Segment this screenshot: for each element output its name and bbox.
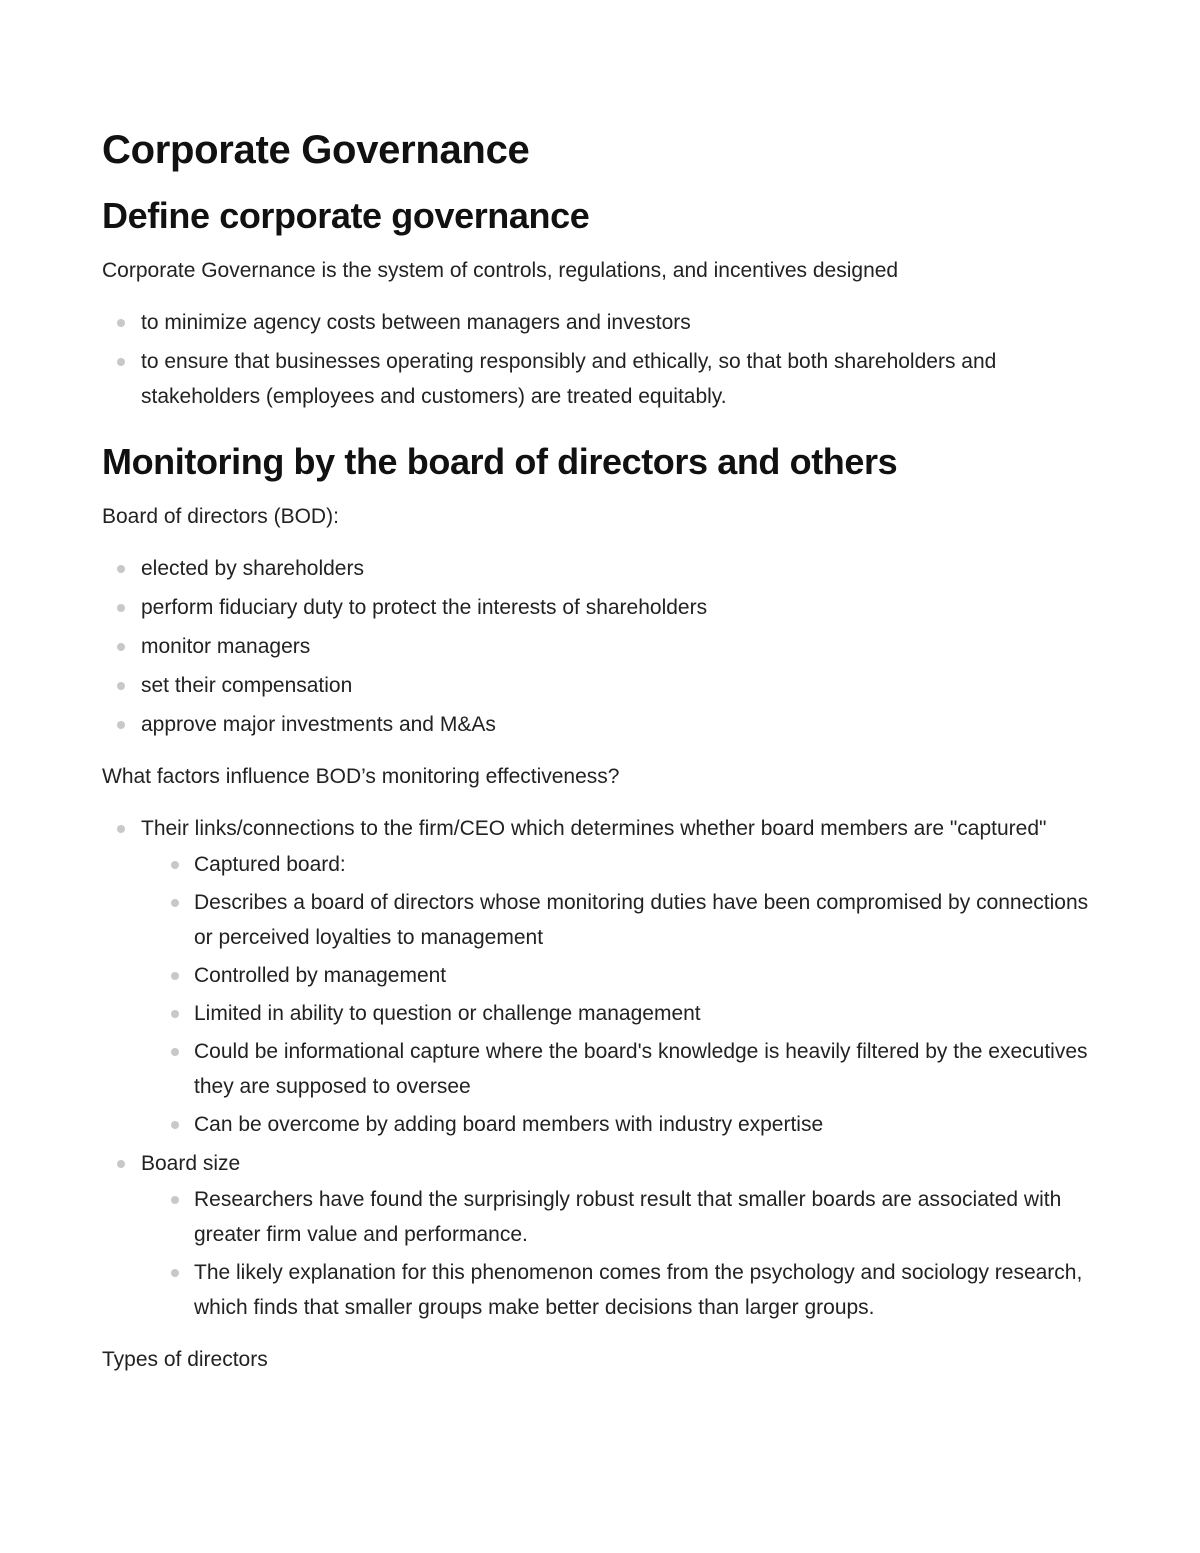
list-item: to minimize agency costs between managers and investors [141, 311, 691, 334]
list-item: monitor managers [141, 635, 311, 658]
list-item: Researchers have found the surprisingly robust result that smaller boards are associated with greater firm value and performance. [194, 1188, 1062, 1246]
list-item: The likely explanation for this phenomenon comes from the psychology and sociology research, which finds that smaller groups make better decisions than larger groups. [194, 1261, 1083, 1319]
define-intro-paragraph: Corporate Governance is the system of controls, regulations, and incentives designed [102, 259, 899, 282]
list-item: Captured board: [194, 853, 346, 876]
list-item: Their links/connections to the firm/CEO which determines whether board members are "captured" Captured board: Describes a board of directors whose monitoring duties have been compromised by connections or perceived loyalties to management Controlled by management Limited in ability to question or challenge management Could be informational capture where the board's knowledge is heavily filtered by the executives they are supposed to oversee Can be overcome by adding board members with industry expertise [102, 811, 1102, 1142]
factors-list [102, 811, 1102, 1325]
list-item: Board size Researchers have found the surprisingly robust result that smaller boards are associated with greater firm value and performance. The likely explanation for this phenomenon comes from the psychology and sociology research, which finds that smaller groups make better decisions than larger groups. [102, 1146, 1102, 1325]
list-item: Can be overcome by adding board members with industry expertise [194, 1113, 824, 1136]
heading-define-corporate-governance: Define corporate governance [102, 195, 590, 236]
list-item: Could be informational capture where the board's knowledge is heavily filtered by the executives they are supposed to oversee [194, 1040, 1088, 1098]
document-title: Corporate Governance [102, 128, 530, 172]
define-bullet-list [102, 305, 1102, 414]
list-item: perform fiduciary duty to protect the interests of shareholders [141, 596, 708, 619]
list-item: set their compensation [141, 674, 353, 697]
heading-monitoring-by-board: Monitoring by the board of directors and others [102, 441, 898, 482]
list-item: Controlled by management [194, 964, 447, 987]
list-item: to ensure that businesses operating responsibly and ethically, so that both shareholders and stakeholders (employees and customers) are treated equitably. [141, 350, 997, 408]
board-size-sublist [141, 1182, 1102, 1325]
list-item: elected by shareholders [141, 557, 364, 580]
document-page [102, 126, 1102, 1375]
bod-duties-list [102, 551, 1102, 742]
list-item: Limited in ability to question or challenge management [194, 1002, 701, 1025]
types-of-directors-paragraph: Types of directors [102, 1348, 268, 1371]
factors-question-paragraph: What factors influence BOD’s monitoring effectiveness? [102, 765, 620, 788]
list-item: approve major investments and M&As [141, 713, 496, 736]
captured-board-sublist [141, 847, 1102, 1142]
list-item: Describes a board of directors whose monitoring duties have been compromised by connections or perceived loyalties to management [194, 891, 1089, 949]
bod-intro-paragraph: Board of directors (BOD): [102, 505, 339, 528]
